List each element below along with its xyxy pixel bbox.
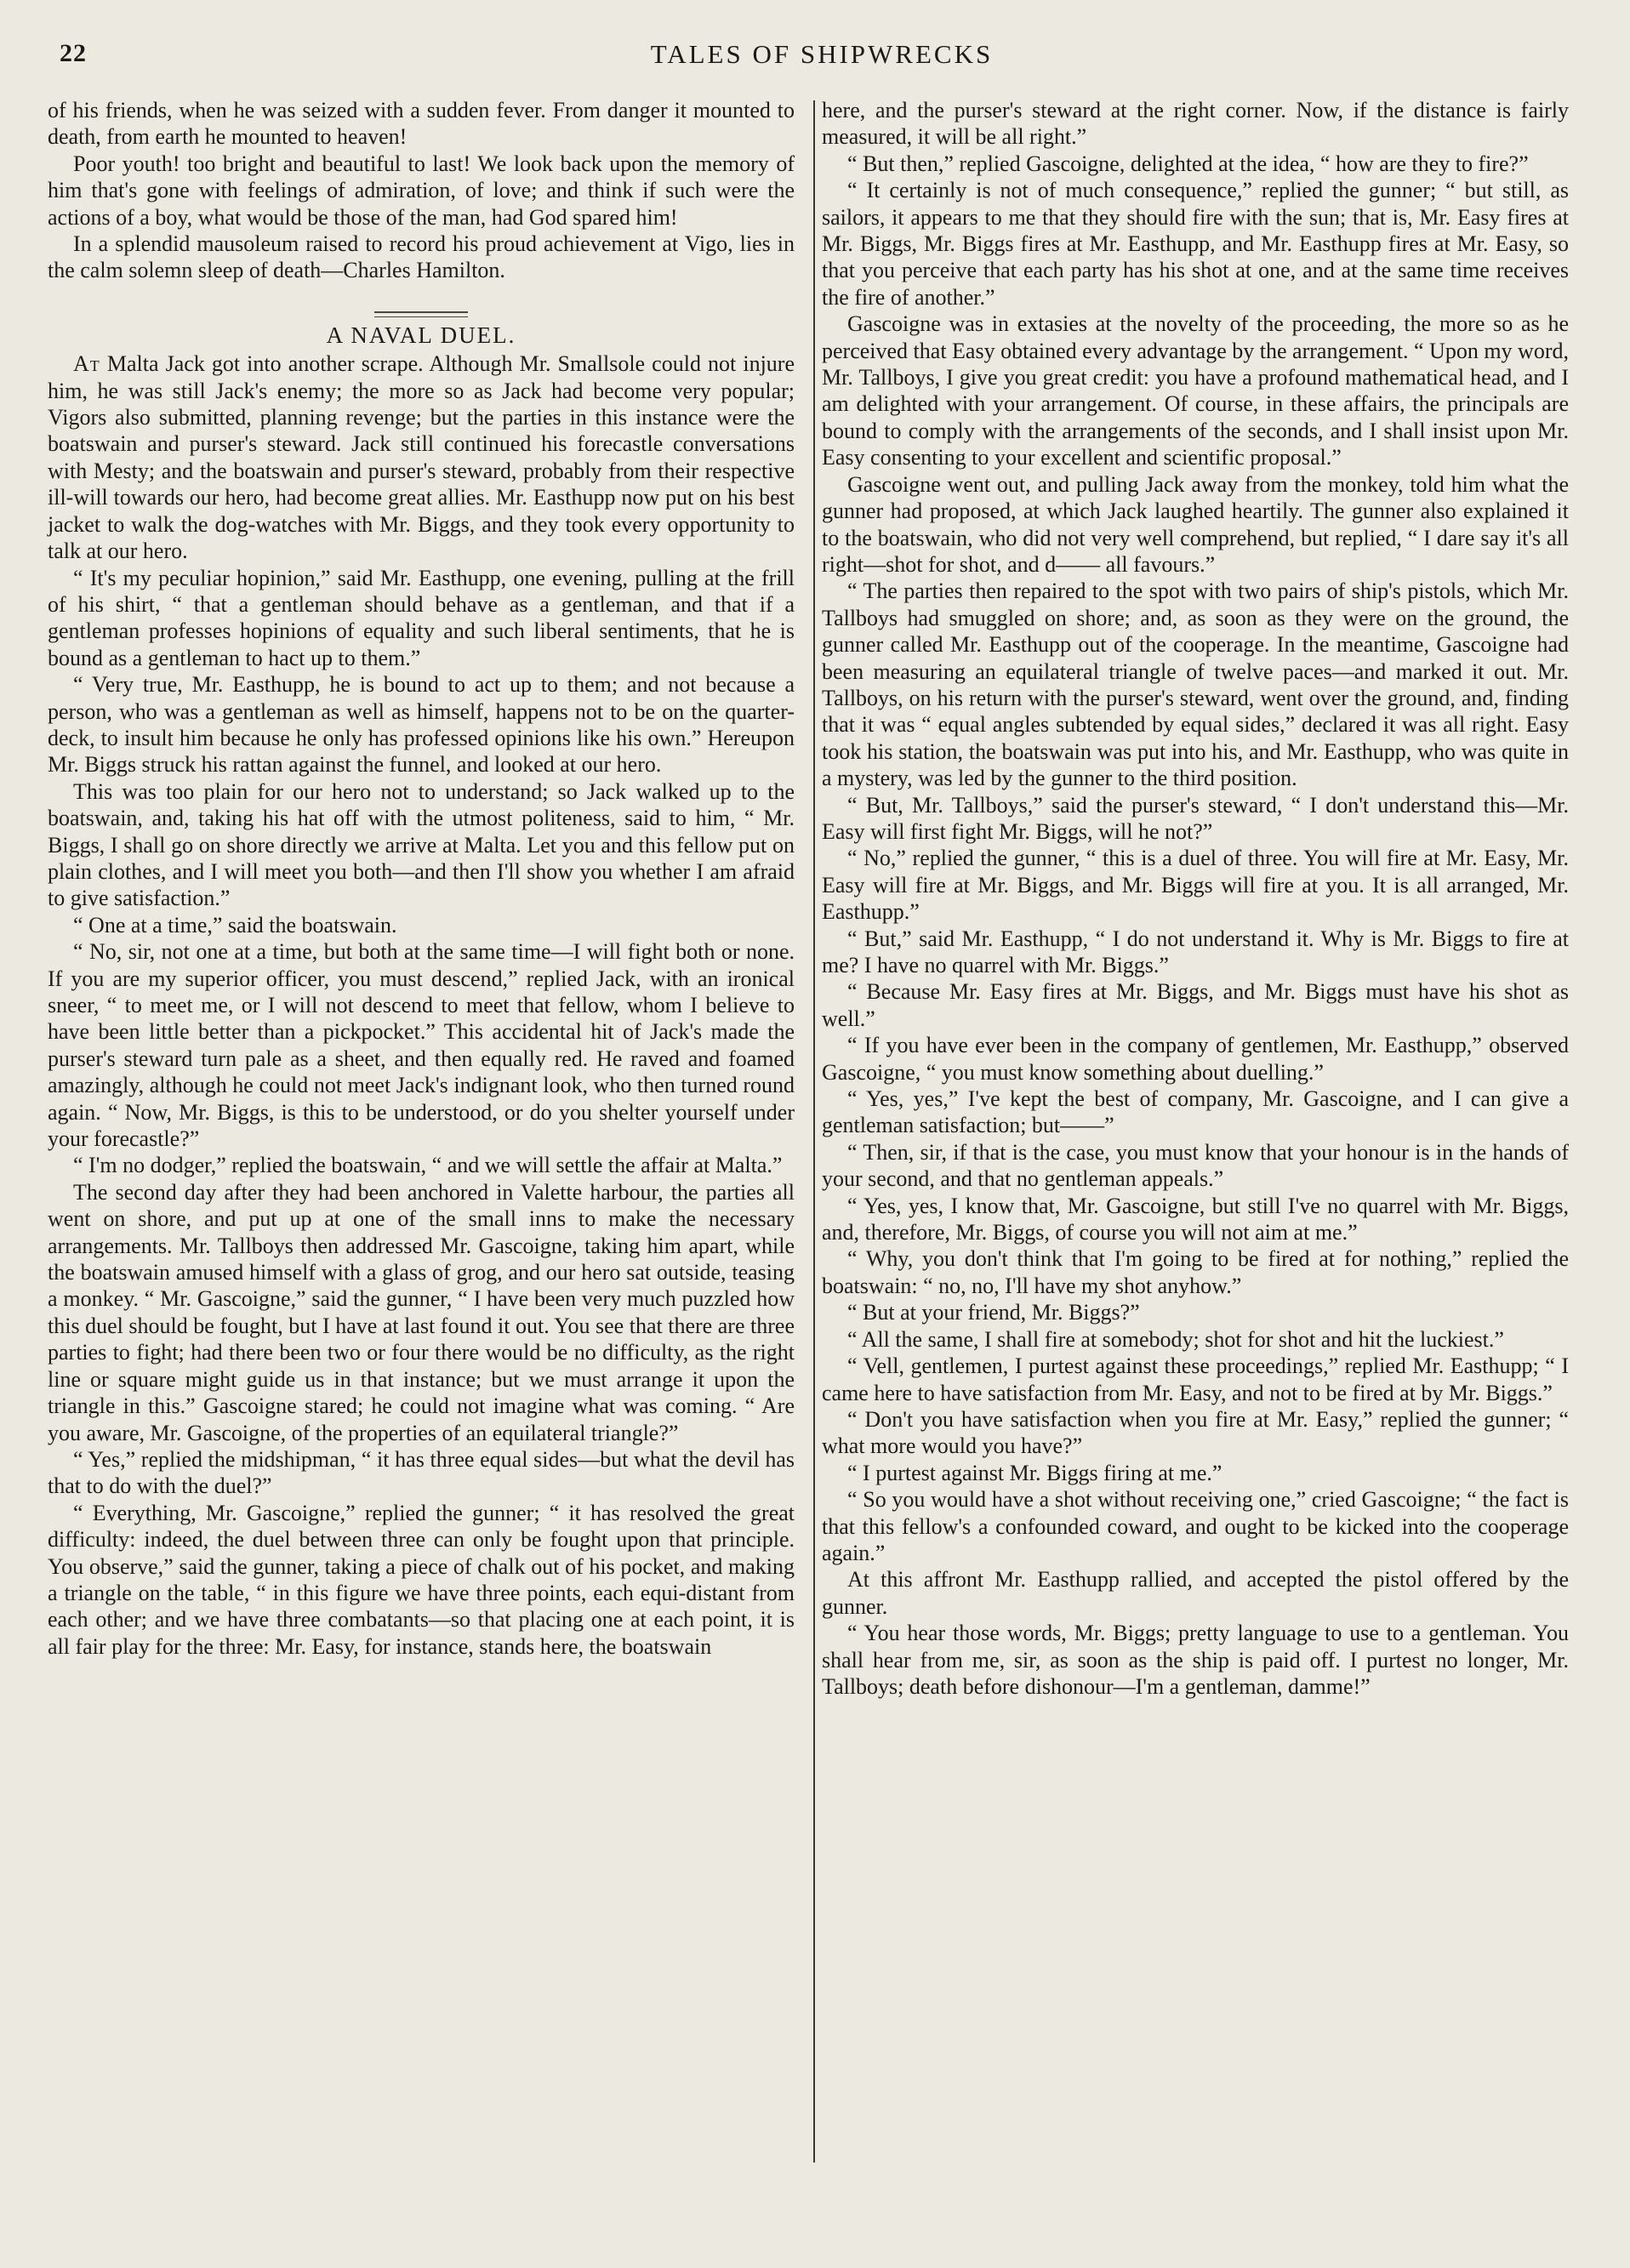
paragraph: “ But then,” replied Gascoigne, delighted at the idea, “ how are they to fire?” <box>847 151 1529 176</box>
paragraph: “ Yes, yes, I know that, Mr. Gascoigne, but still I've no quarrel with Mr. Biggs, and, therefore, Mr. Biggs, of course you will not aim at me.” <box>822 1193 1569 1245</box>
page-header <box>56 39 1587 77</box>
paragraph: “ It's my peculiar hopinion,” said Mr. Easthupp, one evening, pulling at the frill of his shirt, “ that a gentleman should behave as a gentleman, and that if a gentleman professes hopinions of equality and such liberal sentiments, that he is bound as a gentleman to hact up to them.” <box>48 565 795 670</box>
paragraph-first <box>48 350 795 564</box>
section-gap <box>48 284 795 311</box>
paragraph: “ Why, you don't think that I'm going to be fired at for nothing,” replied the boatswain: “ no, no, I'll have my shot anyhow.” <box>822 1246 1569 1298</box>
paragraph: “ I purtest against Mr. Biggs firing at me.” <box>847 1460 1222 1485</box>
article-title: A NAVAL DUEL. <box>326 322 516 348</box>
paragraph: “ It certainly is not of much consequence,” replied the gunner; “ but still, as sailors, it appears to me that they should fire with the sun; that is, Mr. Easy fires at Mr. Biggs, Mr. Biggs fires at Mr. Easthupp, and Mr. Easthupp fires at Mr. Easy, so that you perceive that each party has his shot at one, and at the same time receives the fire of another.” <box>822 178 1569 310</box>
paragraph: “ But at your friend, Mr. Biggs?” <box>847 1300 1140 1325</box>
paragraph: “ So you would have a shot without receiving one,” cried Gascoigne; “ the fact is that this fellow's a confounded coward, and ought to be kicked into the cooperage again.” <box>822 1487 1569 1565</box>
page-number: 22 <box>60 39 87 67</box>
paragraph: “ But, Mr. Tallboys,” said the purser's steward, “ I don't understand this—Mr. Easy will first fight Mr. Biggs, will he not?” <box>822 792 1569 844</box>
paragraph: This was too plain for our hero not to understand; so Jack walked up to the boatswain, and, taking his hat off with the utmost politeness, said to him, “ Mr. Biggs, I shall go on shore directly we arrive at Malta. Let you and this fellow put on plain clothes, and I will meet you both—and then I'll show you whether I am afraid to give satisfaction.” <box>48 778 795 911</box>
paragraph: “ Yes,” replied the midshipman, “ it has three equal sides—but what the devil has that to do with the duel?” <box>48 1446 795 1499</box>
paragraph: Poor youth! too bright and beautiful to last! We look back upon the memory of him that's gone with feelings of admiration, of love; and think if such were the actions of a boy, what would be those of the man, had God spared him! <box>48 151 795 230</box>
paragraph: “ The parties then repaired to the spot with two pairs of ship's pistols, which Mr. Tallboys had smuggled on shore; and, as soon as they were on the ground, the gunner called Mr. Easthupp out of the cooperage. In the meantime, Gascoigne had been measuring an equilateral triangle of twelve paces—and marked it out. Mr. Tallboys, on his return with the purser's steward, went over the ground, and, finding that it was “ equal angles subtended by equal sides,” declared it was all right. Easy took his station, the boatswain was put into his, and Mr. Easthupp, who was quite in a mystery, was led by the gunner to the third position. <box>822 578 1569 791</box>
paragraph: At this affront Mr. Easthupp rallied, and accepted the pistol offered by the gunner. <box>822 1567 1569 1619</box>
left-column <box>48 97 795 1660</box>
paragraph: “ Vell, gentlemen, I purtest against these proceedings,” replied Mr. Easthupp; “ I came here to have satisfaction from Mr. Easy, and not to be fired at by Mr. Biggs.” <box>822 1353 1569 1405</box>
paragraph: “ But,” said Mr. Easthupp, “ I do not understand it. Why is Mr. Biggs to fire at me? I have no quarrel with Mr. Biggs.” <box>822 926 1569 977</box>
paragraph: here, and the purser's steward at the right corner. Now, if the distance is fairly measured, it will be all right.” <box>822 98 1569 150</box>
paragraph: “ Everything, Mr. Gascoigne,” replied the gunner; “ it has resolved the great difficulty: indeed, the duel between three can only be fought upon that principle. You observe,” said the gunner, taking a piece of chalk out of his pocket, and making a triangle on the table, “ in this figure we have three points, each equi-distant from each other; and we have three combatants—so that placing one at each point, it is all fair play for the three: Mr. Easy, for instance, stands here, the boatswain <box>48 1500 795 1659</box>
right-column <box>822 97 1569 1700</box>
paragraph: “ One at a time,” said the boatswain. <box>73 912 397 937</box>
paragraph: of his friends, when he was seized with a sudden fever. From danger it mounted to death, from earth he mounted to heaven! <box>48 98 795 150</box>
paragraph: “ Don't you have satisfaction when you fire at Mr. Easy,” replied the gunner; “ what more would you have?” <box>822 1406 1569 1459</box>
paragraph: “ If you have ever been in the company of gentlemen, Mr. Easthupp,” observed Gascoigne, “ you must know something about duelling.” <box>822 1033 1569 1085</box>
paragraph: “ All the same, I shall fire at somebody; shot for shot and hit the luckiest.” <box>847 1326 1504 1352</box>
paragraph: “ Yes, yes,” I've kept the best of company, Mr. Gascoigne, and I can give a gentleman satisfaction; but——” <box>822 1086 1569 1138</box>
paragraph: Gascoigne was in extasies at the novelty of the proceeding, the more so as he perceived that Easy obtained every advantage by the arrangement. “ Upon my word, Mr. Tallboys, I give you great credit: you have a profound mathematical head, and I am delighted with your arrangement. Of course, in these affairs, the principals are bound to comply with the arrangements of the seconds, and I shall insist upon Mr. Easy consenting to your excellent and scientific proposal.” <box>822 311 1569 470</box>
paragraph: “ Very true, Mr. Easthupp, he is bound to act up to them; and not because a person, who was a gentleman as well as himself, happens not to be on the quarter-deck, to insult him because he only has professed opinions like his own.” Hereupon Mr. Biggs struck his rattan against the funnel, and looked at our hero. <box>48 672 795 778</box>
paragraph: “ Because Mr. Easy fires at Mr. Biggs, and Mr. Biggs must have his shot as well.” <box>822 979 1569 1031</box>
paragraph: “ Then, sir, if that is the case, you must know that your honour is in the hands of your second, and that no gentleman appeals.” <box>822 1139 1569 1192</box>
running-title: TALES OF SHIPWRECKS <box>650 39 994 69</box>
paragraph: In a splendid mausoleum raised to record his proud achievement at Vigo, lies in the calm solemn sleep of death—Charles Hamilton. <box>48 231 795 283</box>
drop-word: At <box>73 351 100 377</box>
paragraph: The second day after they had been anchored in Valette harbour, the parties all went on shore, and put up at one of the small inns to make the necessary arrangements. Mr. Tallboys then addressed Mr. Gascoigne, taking him apart, while the boatswain amused himself with a glass of grog, and our hero sat outside, teasing a monkey. “ Mr. Gascoigne,” said the gunner, “ I have been very much puzzled how this duel should be fought, but I have at last found it out. You see that there are three parties to fight; had there been two or four there would be no difficulty, as the right line or square might guide us in that instance; but we must arrange it upon the triangle in this.” Gascoigne stared; he could not imagine what was coming. “ Are you aware, Mr. Gascoigne, of the properties of an equilateral triangle?” <box>48 1179 795 1445</box>
column-divider <box>813 100 815 2163</box>
paragraph: “ You hear those words, Mr. Biggs; pretty language to use to a gentleman. You shall hear from me, sir, as soon as the ship is paid off. I purtest no longer, Mr. Tallboys; death before dishonour—I'm a gentleman, damme!” <box>822 1621 1569 1699</box>
paragraph: “ No, sir, not one at a time, but both at the same time—I will fight both or none. If you are my superior officer, you must descend,” replied Jack, with an ironical sneer, “ to meet me, or I will not descend to meet that fellow, whom I believe to have been little better than a pickpocket.” This accidental hit of Jack's made the purser's steward turn pale as a sheet, and then equally red. He raved and foamed amazingly, although he could not meet Jack's indignant look, who then turned round again. “ Now, Mr. Biggs, is this to be understood, or do you shelter yourself under your forecastle?” <box>48 939 795 1152</box>
paragraph: “ I'm no dodger,” replied the boatswain, “ and we will settle the affair at Malta.” <box>73 1153 783 1178</box>
paragraph: “ No,” replied the gunner, “ this is a duel of three. You will fire at Mr. Easy, Mr. Easy will fire at Mr. Biggs, and Mr. Biggs will fire at you. It is all arranged, Mr. Easthupp.” <box>822 846 1569 925</box>
paragraph: Gascoigne went out, and pulling Jack away from the monkey, told him what the gunner had proposed, at which Jack laughed heartily. The gunner also explained it to the boatswain, who did not very well comprehend, but replied, “ I dare say it's all right—shot for shot, and d—— all favours.” <box>822 471 1569 577</box>
section-rule <box>374 311 468 317</box>
paragraph-text: Malta Jack got into another scrape. Although Mr. Smallsole could not injure him, he was still Jack's enemy; the more so as Jack had become very popular; Vigors also submitted, planning revenge; but the parties in this instance were the boatswain and purser's steward. Jack still continued his forecastle conversations with Mesty; and the boatswain and purser's steward, probably from their respective ill-will towards our hero, had become great allies. Mr. Easthupp now put on his best jacket to walk the dog-watches with Mr. Biggs, and they took every opportunity to talk at our hero. <box>48 351 795 564</box>
